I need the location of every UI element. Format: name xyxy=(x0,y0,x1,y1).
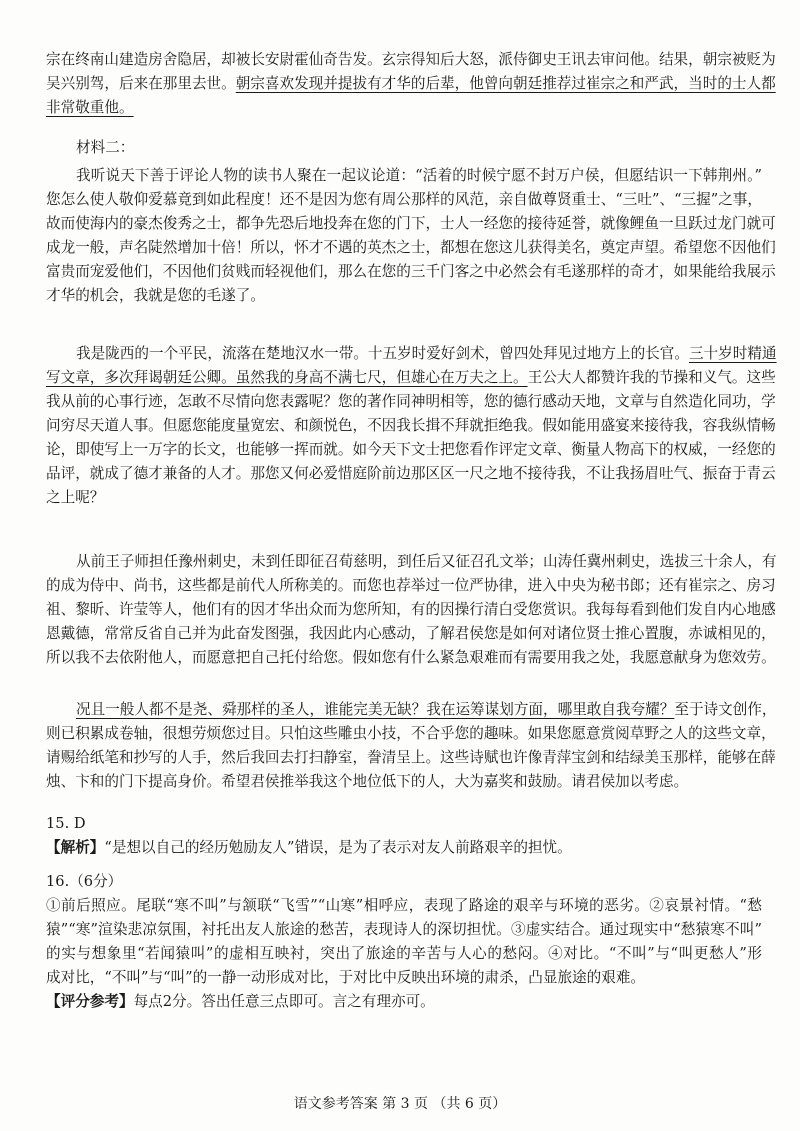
text-line: 的成为侍中、尚书，这些都是前代人所称美的。而您也荐举过一位严协律，进入中央为秘书郎；还有崔宗之、房习 xyxy=(46,577,776,594)
page-footer: 语文参考答案 第 3 页 （共 6 页） xyxy=(293,1096,507,1112)
text-line: 况且一般人都不是尧、舜那样的圣人，谁能完美无缺？我在运筹谋划方面，哪里敢自我夸耀？至于诗文创作， xyxy=(76,701,777,718)
carryover-paragraph xyxy=(46,48,776,120)
text-line: 论，即使写上一万字的长文，也能够一挥而就。如今天下文士把您看作评定文章、衡量人物高下的权威，一经您的 xyxy=(46,441,776,458)
text-line: 吴兴别驾，后来在那里去世。朝宗喜欢发现并提拔有才华的后辈，他曾向朝廷推荐过崔宗之和严武，当时的士人都 xyxy=(46,75,776,92)
text-line: ①前后照应。尾联“寒不叫”与颔联“飞雪”“山寒”相呼应，表现了路途的艰辛与环境的恶劣。②哀景衬情。“愁 xyxy=(46,897,762,914)
underlined-text: 朝宗喜欢发现并提拔有才华的后辈，他曾向朝廷推荐过崔宗之和严武，当时的士人都 xyxy=(235,75,776,92)
paragraph-1 xyxy=(46,164,776,308)
q15-analysis-line xyxy=(46,836,762,860)
text-line: 您怎么使人敬仰爱慕竟到如此程度！还不是因为您有周公那样的风范，亲自做尊贤重士、“三吐”、“三握”之事， xyxy=(46,191,762,208)
underlined-text: 写文章，多次拜谒朝廷公卿。虽然我的身高不满七尺，但雄心在万夫之上。 xyxy=(46,369,528,386)
underlined-text: 非常敬重他。 xyxy=(46,99,134,116)
text-line: 之上呢？ xyxy=(46,489,105,506)
q16-scoring-line xyxy=(46,990,762,1014)
text-line: 才华的机会，我就是您的毛遂了。 xyxy=(46,287,265,304)
text-line: 的实与想象里“若闻猿叫”的虚相互映衬，突出了旅途的辛苦与人心的愁闷。④对比。“不叫”与“叫更愁人”形 xyxy=(46,945,762,962)
text-line: 祖、黎昕、许莹等人，他们有的因才华出众而为您所知，有的因操行清白受您赏识。我每每看到他们发自内心地感 xyxy=(46,601,776,618)
scoring-tag: 【评分参考】 xyxy=(46,993,134,1010)
material2-heading-block xyxy=(46,136,762,160)
q16-heading: 16.（6分） xyxy=(46,873,123,890)
underlined-text: 三十岁时精通 xyxy=(688,345,777,362)
text-line: 写文章，多次拜谒朝廷公卿。虽然我的身高不满七尺，但雄心在万夫之上。王公大人都赞许我的节操和义气。这些 xyxy=(46,369,776,386)
question-16 xyxy=(46,870,762,1014)
analysis-text: “是想以自己的经历勉励友人”错误，是为了表示对友人前路艰辛的担忧。 xyxy=(104,839,572,856)
text-line: 品评，就成了德才兼备的人才。那您又何必爱惜庭阶前边那区区一尺之地不接待我，不让我扬眉吐气、振奋于青云 xyxy=(46,465,776,482)
scoring-text: 每点2分。答出任意三点即可。言之有理亦可。 xyxy=(133,993,435,1010)
paragraph-4 xyxy=(46,698,777,794)
text-line: 成龙一般，声名陡然增加十倍！所以，怀才不遇的英杰之士，都想在您这儿获得美名，奠定声望。希望您不因他们 xyxy=(46,239,776,256)
text-line: 问穷尽天道人事。但愿您能度量宽宏、和颜悦色，不因我长揖不拜就拒绝我。假如能用盛宴来接待我，容我纵情畅 xyxy=(46,417,776,434)
text-line xyxy=(46,96,762,120)
material2-heading: 材料二： xyxy=(76,139,135,156)
text-line: 则已积累成卷轴，很想劳烦您过目。只怕这些雕虫小技，不合乎您的趣味。如果您愿意赏阅草野之人的这些文章， xyxy=(46,725,776,742)
underlined-text: 况且一般人都不是尧、舜那样的圣人，谁能完美无缺？我在运筹谋划方面，哪里敢自我夸耀？ xyxy=(76,701,675,718)
text-line: 我从前的心事行迹，怎敢不尽情向您表露呢？您的著作同神明相等，您的德行感动天地，文章与自然造化同功，学 xyxy=(46,393,776,410)
paragraph-3 xyxy=(46,550,777,670)
text-line: 宗在终南山建造房舍隐居，却被长安尉霍仙奇告发。玄宗得知后大怒，派侍御史王讯去审问他。结果，朝宗被贬为 xyxy=(46,51,776,68)
text-line: 请赐给纸笔和抄写的人手，然后我回去打扫静室，誊清呈上。这些诗赋也许像青萍宝剑和结绿美玉那样，能够在薛 xyxy=(46,749,776,766)
text-line: 从前王子师担任豫州刺史，未到任即征召荀慈明，到任后又征召孔文举；山涛任冀州刺史，选拔三十余人，有 xyxy=(76,553,777,570)
analysis-tag: 【解析】 xyxy=(46,839,105,856)
text-line: 故而使海内的豪杰俊秀之士，都争先恐后地投奔在您的门下，士人一经您的接待延誉，就像鲤鱼一旦跃过龙门就可 xyxy=(46,215,776,232)
text-line: 我是陇西的一个平民，流落在楚地汉水一带。十五岁时爱好剑术，曾四处拜见过地方上的长官。三十岁时精通 xyxy=(76,345,777,362)
text-line: 成对比，“不叫”与“叫”的一静一动形成对比，于对比中反映出环境的肃杀，凸显旅途的艰难。 xyxy=(46,969,646,986)
text-line: 烛、卞和的门下提高身价。希望君侯推举我这个地位低下的人，大为嘉奖和鼓励。请君侯加以考虑。 xyxy=(46,773,689,790)
text-line: 我听说天下善于评论人物的读书人聚在一起议论道：“活着的时候宁愿不封万户侯，但愿结识一下韩荆州。” xyxy=(76,167,762,184)
text-line: 猿”“寒”渲染悲凉氛围，衬托出友人旅途的愁苦，表现诗人的深切担忧。③虚实结合。通过现实中“愁猿寒不叫” xyxy=(46,921,762,938)
paragraph-2 xyxy=(46,342,777,510)
q15-answer: 15. D xyxy=(46,815,86,832)
text-line: 恩戴德，常常反省自己并为此奋发图强，我因此内心感动，了解君侯您是如何对诸位贤士推心置腹，赤诚相见的， xyxy=(46,625,776,642)
text-line: 所以我不去依附他人，而愿意把自己托付给您。假如您有什么紧急艰难而有需要用我之处，我愿意献身为您效劳。 xyxy=(46,649,776,666)
text-line: 富贵而宠爱他们，不因他们贫贱而轻视他们，那么在您的三千门客之中必然会有毛遂那样的奇才，如果能给我展示 xyxy=(46,263,776,280)
question-15 xyxy=(46,812,762,860)
